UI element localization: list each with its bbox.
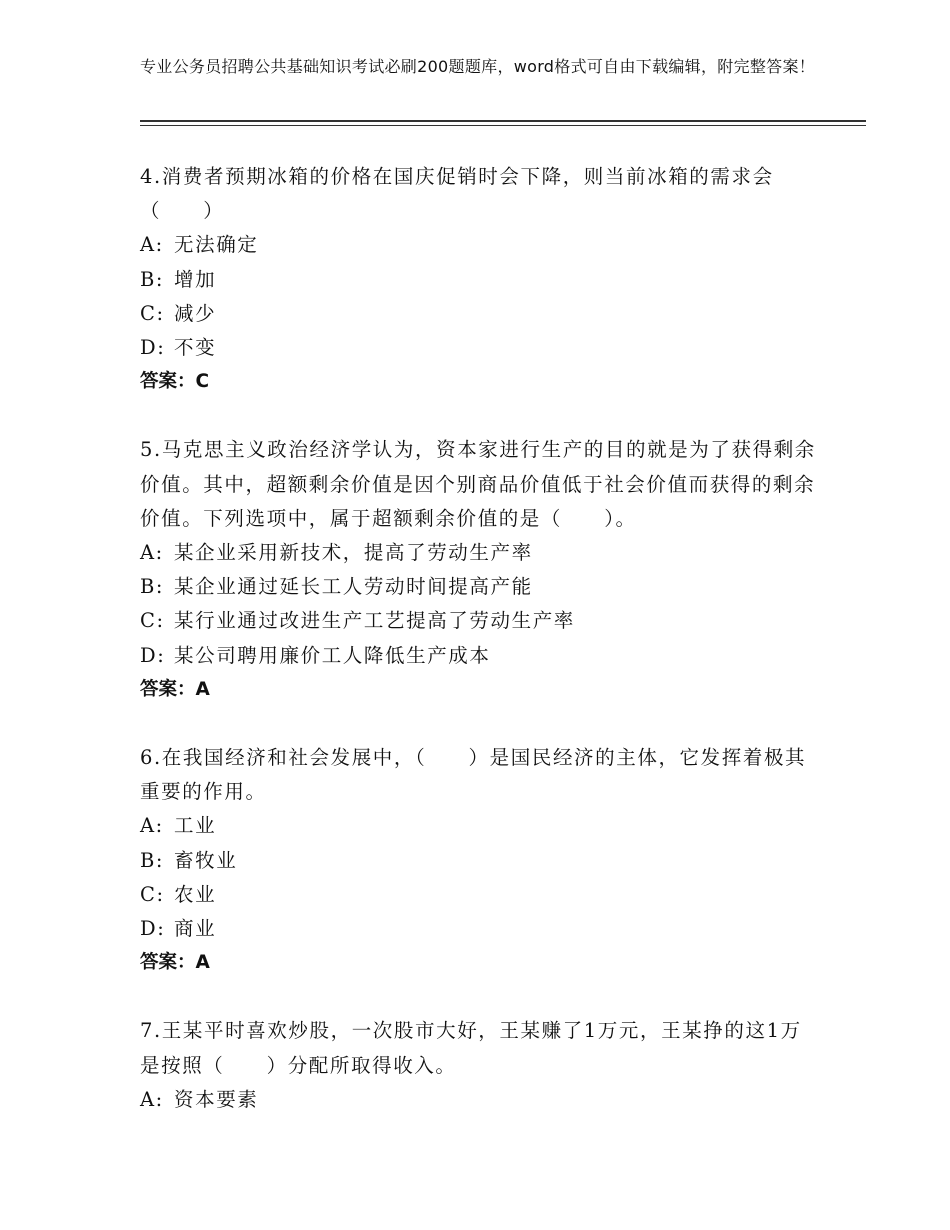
option-key: A: <box>140 814 164 838</box>
header-divider-thin <box>140 125 866 126</box>
option-text: 畜牧业 <box>174 848 238 872</box>
option-text: 工业 <box>174 814 217 838</box>
question-stem: 6.在我国经济和社会发展中，（ ）是国民经济的主体，它发挥着极其重要的作用。 <box>140 746 807 804</box>
option-text: 农业 <box>174 882 217 906</box>
option-b <box>140 263 820 297</box>
option-c <box>140 604 820 638</box>
option-key: A: <box>140 233 164 257</box>
question-5 <box>140 433 820 707</box>
option-d <box>140 331 820 365</box>
option-a <box>140 809 820 843</box>
option-c <box>140 878 820 912</box>
option-key: B: <box>140 575 165 599</box>
option-d <box>140 639 820 673</box>
option-key: A: <box>140 541 164 565</box>
option-a <box>140 536 820 570</box>
question-4 <box>140 160 820 399</box>
option-key: D: <box>140 643 166 667</box>
option-key: B: <box>140 848 165 872</box>
option-b <box>140 844 820 878</box>
option-text: 增加 <box>174 267 217 291</box>
option-text: 不变 <box>174 336 217 360</box>
header-divider-thick <box>140 120 866 122</box>
option-c <box>140 297 820 331</box>
option-key: C: <box>140 882 165 906</box>
option-key: D: <box>140 917 166 941</box>
question-stem: 7.王某平时喜欢炒股，一次股市大好，王某赚了1万元，王某挣的这1万是按照（ ）分配所取得收入。 <box>140 1019 802 1077</box>
option-key: C: <box>140 609 165 633</box>
option-text: 资本要素 <box>174 1087 259 1111</box>
option-key: A: <box>140 1087 164 1111</box>
option-text: 某企业通过延长工人劳动时间提高产能 <box>174 575 533 599</box>
option-text: 无法确定 <box>174 233 259 257</box>
question-stem: 5.马克思主义政治经济学认为，资本家进行生产的目的就是为了获得剩余价值。其中，超额剩余价值是因个别商品价值低于社会价值而获得的剩余价值。下列选项中，属于超额剩余价值的是（ ）。 <box>140 438 816 530</box>
answer-label: 答案：A <box>140 678 210 700</box>
question-stem: 4.消费者预期冰箱的价格在国庆促销时会下降，则当前冰箱的需求会（ ） <box>140 165 774 223</box>
question-7 <box>140 1014 820 1117</box>
question-6 <box>140 741 820 980</box>
option-b <box>140 570 820 604</box>
header-text: 专业公务员招聘公共基础知识考试必刷200题题库，word格式可自由下载编辑，附完整答案！ <box>140 57 816 76</box>
option-text: 某企业采用新技术，提高了劳动生产率 <box>174 541 533 565</box>
answer-label: 答案：A <box>140 952 210 974</box>
option-text: 减少 <box>174 301 217 325</box>
option-a <box>140 1083 820 1117</box>
option-d <box>140 912 820 946</box>
option-text: 商业 <box>174 917 217 941</box>
option-key: D: <box>140 336 166 360</box>
option-text: 某公司聘用廉价工人降低生产成本 <box>174 643 491 667</box>
option-a <box>140 228 820 262</box>
option-key: B: <box>140 267 165 291</box>
option-text: 某行业通过改进生产工艺提高了劳动生产率 <box>174 609 575 633</box>
answer-label: 答案：C <box>140 371 210 393</box>
question-list <box>140 160 820 1151</box>
option-key: C: <box>140 301 165 325</box>
